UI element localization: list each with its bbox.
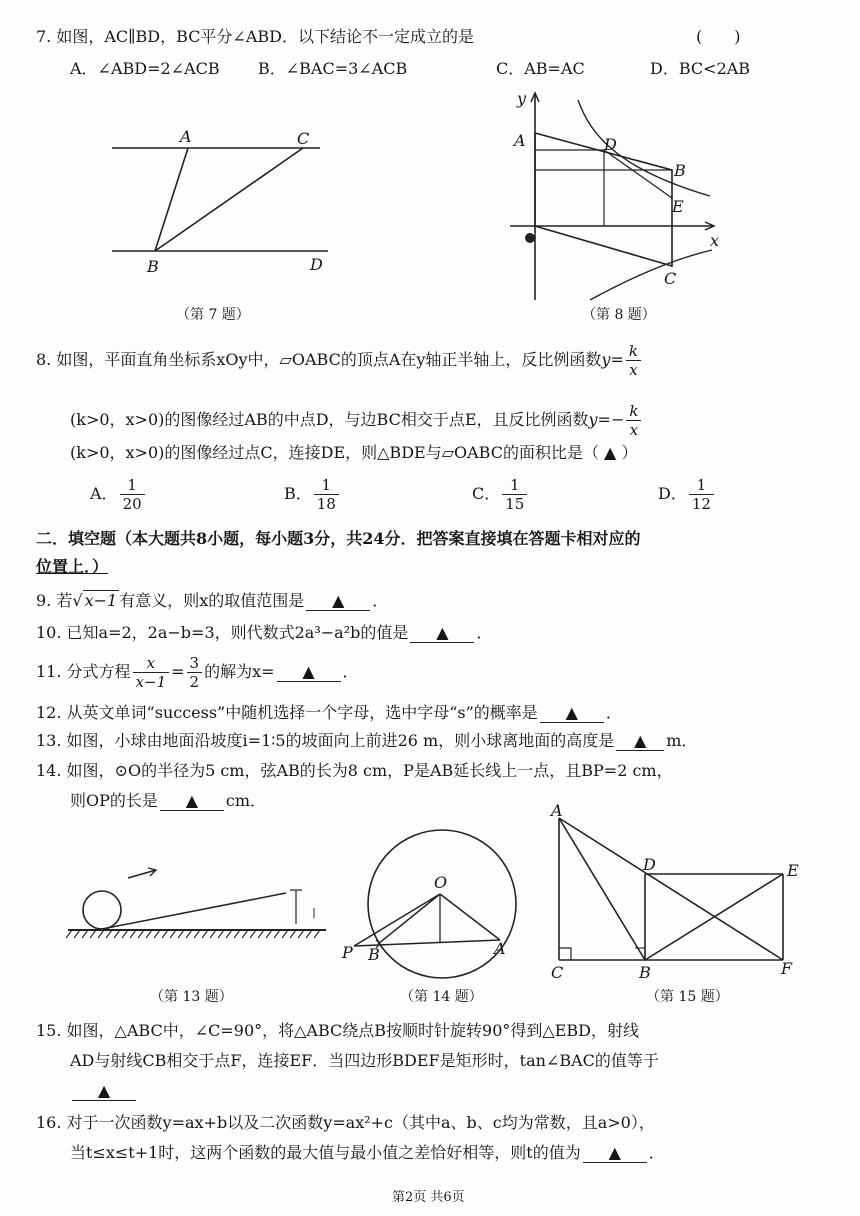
q7-label-c: C: [297, 129, 310, 148]
q8-option-c-frac: [502, 476, 527, 513]
q8-label-c: C: [664, 269, 677, 288]
q15-line-1: [36, 1020, 639, 1042]
q8-figure: [500, 88, 740, 303]
q8-frac-1: [626, 342, 641, 379]
q8-option-a-frac: [120, 476, 145, 513]
section-2-header-line-1: 二．填空题（本大题共8小题，每小题3分，共24分．把答案直接填在答题卡相对应的: [36, 529, 641, 548]
q8-frac-1-den: x: [629, 361, 638, 379]
q9-answer-blank: ▲: [306, 592, 370, 611]
q14-end: cm．: [225, 791, 267, 810]
q8-label-e: E: [672, 197, 684, 216]
q15-caption: （第 15 题）: [646, 989, 729, 1005]
q15-label-f: F: [781, 959, 793, 978]
q8-func-2: y=−: [588, 410, 625, 429]
q8-func-1: y=: [601, 350, 624, 369]
q14-label-b: B: [368, 945, 380, 964]
q8-text-2: (k>0，x>0)的图像经过AB的中点D，与边BC相交于点E，且反比例函数: [70, 410, 589, 429]
q8-option-d: [658, 476, 716, 513]
q9-text-post: 有意义，则x的取值范围是: [119, 591, 305, 610]
q8-frac-2-num: k: [626, 402, 641, 421]
q11-answer-blank: ▲: [277, 663, 341, 682]
q7-figure: [100, 120, 340, 280]
q13-number: 13.: [36, 731, 62, 750]
q8-frac-1-num: k: [626, 342, 641, 361]
q14-label-a: A: [494, 939, 506, 958]
q9-number: 9.: [36, 591, 52, 610]
q12-answer-blank: ▲: [540, 704, 604, 723]
q14-line-1: [36, 760, 673, 782]
q8-line-3: (k>0，x>0)的图像经过点C，连接DE，则△BDE与▱OABC的面积比是（ ▲ ）: [70, 443, 638, 462]
q8-option-a-den: 20: [122, 495, 142, 513]
q8-option-d-frac: [689, 476, 714, 513]
q8-option-c-letter: C．: [472, 484, 501, 503]
q8-line-2: [70, 402, 643, 439]
q14-number: 14.: [36, 761, 62, 780]
q8-label-b: B: [674, 161, 686, 180]
q15-label-b: B: [639, 963, 651, 982]
q7-stem-line: [36, 26, 474, 48]
q15-answer-blank: ▲: [72, 1082, 136, 1101]
q8-label-d: D: [604, 135, 617, 154]
q7-answer-paren: ( ): [696, 27, 741, 46]
q14-answer-blank: ▲: [160, 792, 224, 811]
q8-option-d-den: 12: [691, 495, 711, 513]
q7-option-c: C．AB=AC: [496, 59, 585, 78]
q8-number: 8.: [36, 350, 52, 369]
q14-label-p: P: [342, 943, 353, 962]
q7-label-d: D: [310, 255, 323, 274]
q8-option-c: [472, 476, 529, 513]
q11-frac-left-num: x: [133, 654, 170, 673]
q15-line-3: [70, 1080, 138, 1102]
q14-caption: （第 14 题）: [400, 989, 483, 1005]
q10-text: 已知a=2，2a−b=3，则代数式2a³−a²b的值是: [66, 623, 409, 642]
q7-label-b: B: [147, 257, 159, 276]
q16-text-2: 当t≤x≤t+1时，这两个函数的最大值与最小值之差恰好相等，则t的值为: [70, 1143, 581, 1162]
q16-answer-blank: ▲: [583, 1144, 647, 1163]
q15-number: 15.: [36, 1021, 62, 1040]
q8-option-d-num: 1: [689, 476, 714, 495]
q13-line: [36, 730, 697, 752]
q9-radicand: x−1: [84, 591, 118, 610]
q8-label-y: y: [517, 89, 527, 108]
q11-text-pre: 分式方程: [66, 662, 131, 681]
page-footer: 第2页 共6页: [392, 1190, 465, 1205]
q11-frac-right: [187, 654, 203, 691]
q8-option-c-den: 15: [505, 495, 525, 513]
q11-frac-right-num: 3: [187, 654, 203, 673]
q7-number: 7.: [36, 27, 52, 46]
q11-line: [36, 654, 359, 691]
q9-line: 9. 若√ x−1 有意义，则x的取值范围是 ▲ ．: [36, 591, 389, 610]
q8-option-b-den: 18: [316, 495, 336, 513]
q7-option-b: B．∠BAC=3∠ACB: [258, 59, 408, 78]
q12-line: [36, 702, 622, 724]
q8-option-a-num: 1: [120, 476, 145, 495]
q12-end: ．: [605, 703, 622, 722]
q8-label-x: x: [710, 231, 720, 250]
q10-answer-blank: ▲: [410, 624, 474, 643]
q15-line-2: AD与射线CB相交于点F，连接EF．当四边形BDEF是矩形时，tan∠BAC的值等于: [70, 1051, 659, 1070]
q9-text-pre: 若: [56, 591, 73, 610]
q11-text-post: 的解为x=: [204, 662, 275, 681]
q11-number: 11.: [36, 662, 62, 681]
q11-frac-left: [133, 654, 170, 691]
q15-label-e: E: [787, 861, 799, 880]
q13-answer-blank: ▲: [616, 732, 664, 751]
q15-figure: [545, 802, 810, 982]
q16-end: ．: [648, 1143, 665, 1162]
q10-line: [36, 622, 492, 644]
q13-figure: [66, 860, 330, 950]
q14-label-o: O: [434, 873, 448, 892]
q8-option-a: [90, 476, 147, 513]
q8-option-b-letter: B．: [284, 484, 312, 503]
q8-option-b-frac: [314, 476, 339, 513]
q7-option-d: D．BC<2AB: [650, 59, 751, 78]
q15-label-c: C: [551, 963, 564, 982]
q8-text-1: 如图，平面直角坐标系xOy中，▱OABC的顶点A在y轴正半轴上，反比例函数: [56, 350, 602, 369]
q15-label-a: A: [551, 801, 563, 820]
q13-caption: （第 13 题）: [150, 989, 233, 1005]
q8-frac-2: [626, 402, 641, 439]
q11-frac-left-den: x−1: [135, 673, 167, 691]
q8-line-1: [36, 342, 643, 379]
q16-text-1: 对于一次函数y=ax+b以及二次函数y=ax²+c（其中a、b、c均为常数，且a>0），: [66, 1113, 655, 1132]
q14-line-2: [70, 790, 266, 812]
q7-stem: 如图，AC∥BD，BC平分∠ABD．以下结论不一定成立的是: [56, 27, 474, 46]
q16-line-2: [70, 1142, 665, 1164]
q7-option-a: A．∠ABD=2∠ACB: [70, 59, 220, 78]
q14-figure: [340, 822, 540, 982]
q12-number: 12.: [36, 703, 62, 722]
q15-text-1: 如图，△ABC中，∠C=90°，将△ABC绕点B按顺时针旋转90°得到△EBD，射线: [66, 1021, 639, 1040]
q10-end: ．: [476, 623, 493, 642]
q13-end: m．: [666, 731, 698, 750]
q8-label-a: A: [514, 131, 526, 150]
q8-option-d-letter: D．: [658, 484, 687, 503]
q10-number: 10.: [36, 623, 62, 642]
q8-frac-2-den: x: [629, 421, 639, 439]
section-2-header-line-2: 位置上．）: [36, 557, 109, 576]
q13-text: 如图，小球由地面沿坡度i=1∶5的坡面向上前进26 m，则小球离地面的高度是: [66, 731, 615, 750]
q14-text-1: 如图，⊙O的半径为5 cm，弦AB的长为8 cm，P是AB延长线上一点，且BP=2 cm，: [66, 761, 673, 780]
q7-label-a: A: [180, 127, 192, 146]
q7-caption: （第 7 题）: [176, 307, 250, 323]
q16-number: 16.: [36, 1113, 62, 1132]
q14-text-2: 则OP的长是: [70, 791, 158, 810]
q11-equals: =: [171, 662, 185, 681]
q15-label-d: D: [643, 855, 656, 874]
q8-option-b-num: 1: [314, 476, 339, 495]
q16-line-1: [36, 1112, 655, 1134]
q11-end: ．: [342, 662, 359, 681]
q9-end: ．: [372, 591, 389, 610]
q8-option-a-letter: A．: [90, 484, 118, 503]
q8-option-b: [284, 476, 341, 513]
q8-option-c-num: 1: [502, 476, 527, 495]
q11-frac-right-den: 2: [189, 673, 200, 691]
q8-caption: （第 8 题）: [582, 307, 656, 323]
q12-text: 从英文单词“success”中随机选择一个字母，选中字母“s”的概率是: [66, 703, 538, 722]
